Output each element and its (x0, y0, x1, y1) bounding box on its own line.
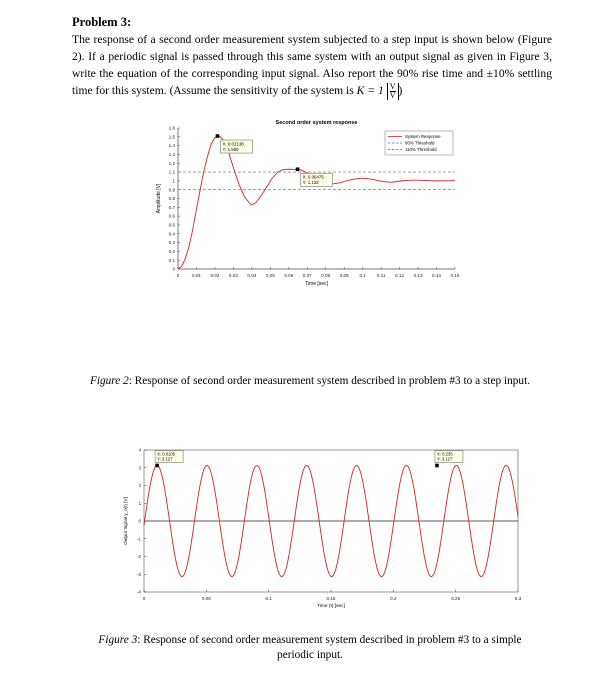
datatip-y: Y: 3.127 (157, 456, 173, 462)
y-tick-label: 0.7 (168, 204, 175, 210)
chart-title: Second order system response (275, 120, 358, 126)
y-tick-label: 1.2 (168, 160, 175, 166)
x-tick-label: 0.14 (432, 273, 442, 278)
y-tick-label: 4 (138, 447, 141, 453)
figure-2-chart (150, 114, 470, 294)
y-tick-label: 0.4 (168, 231, 175, 237)
unit-fraction (387, 83, 399, 100)
datatip-marker (216, 134, 220, 138)
datatip-x: X: 0.02138 (222, 141, 244, 147)
x-tick-label: 0.2 (390, 596, 397, 601)
y-tick-label: 1.5 (168, 134, 175, 140)
legend-entry: 110% Threshold (405, 147, 437, 153)
x-tick-label: 0 (142, 596, 146, 601)
figure-3-text: : Response of second order measurement system described in problem #3 to a simple periodic input. (137, 634, 522, 661)
y-tick-label: -2 (136, 554, 141, 560)
datatip-y: Y: 3.127 (436, 456, 453, 462)
y-axis-label: Amplitude [V] (156, 183, 162, 214)
x-tick-label: 0.06 (284, 273, 294, 278)
problem-text-end: ) (398, 84, 403, 97)
datatip-y: Y: 1.509 (222, 147, 239, 153)
x-tick-label: 0.1 (359, 273, 366, 278)
datatip-x: X: 0.235 (436, 451, 453, 457)
x-tick-label: 0.05 (201, 596, 211, 601)
y-tick-label: 1.1 (168, 169, 175, 175)
x-tick-label: 0 (176, 273, 180, 278)
k-expression: K = 1 (356, 84, 384, 97)
unit-numerator: V (389, 81, 396, 91)
y-tick-label: -3 (136, 571, 141, 577)
x-tick-label: 0.13 (413, 273, 423, 278)
legend-entry: 90% Threshold (405, 140, 435, 146)
y-tick-label: 0.8 (168, 196, 175, 202)
y-tick-label: 1 (172, 178, 175, 184)
y-tick-label: 0.1 (168, 257, 175, 263)
y-tick-label: 1 (138, 500, 141, 506)
y-tick-label: 0.5 (168, 222, 175, 228)
figure-2-text: : Response of second order measurement system described in problem #3 to a step input. (128, 375, 531, 387)
x-tick-label: 0.05 (265, 273, 275, 278)
y-tick-label: 0.3 (168, 240, 175, 246)
x-tick-label: 0.11 (376, 273, 386, 278)
y-tick-label: 0 (172, 266, 175, 272)
y-tick-label: 1.6 (168, 125, 175, 131)
y-tick-label: 2 (138, 483, 141, 489)
x-tick-label: 0.07 (302, 273, 312, 278)
datatip-marker (435, 464, 439, 468)
legend-entry: System Response (405, 134, 441, 140)
x-tick-label: 0.02 (210, 273, 220, 278)
x-tick-label: 0.15 (450, 273, 460, 278)
x-tick-label: 0.12 (395, 273, 405, 278)
y-tick-label: 1.4 (168, 143, 175, 149)
y-tick-label: 0 (138, 518, 141, 524)
x-tick-label: 0.1 (265, 596, 272, 601)
x-tick-label: 0.25 (451, 596, 461, 601)
datatip-marker (155, 464, 159, 468)
problem-text (72, 31, 552, 100)
figure-3-label: Figure 3 (98, 634, 138, 646)
figure-3-caption (80, 633, 540, 663)
x-tick-label: 0.09 (339, 273, 349, 278)
x-tick-label: 0.03 (228, 273, 238, 278)
x-tick-label: 0.15 (326, 596, 336, 601)
datatip-x: X: 0.06475 (302, 174, 324, 180)
y-axis-label: Output Signal y_o(t) [V] (123, 497, 128, 545)
x-tick-label: 0.08 (321, 273, 331, 278)
figure-2-label: Figure 2 (89, 375, 129, 387)
figure-2-caption (60, 375, 560, 387)
y-tick-label: 0.2 (168, 248, 175, 254)
datatip-x: X: 0.0105 (157, 451, 176, 457)
x-tick-label: 0.3 (514, 596, 522, 601)
y-tick-label: 0.6 (168, 213, 175, 219)
datatip-y: Y: 1.132 (302, 180, 319, 186)
y-tick-label: -1 (136, 536, 141, 542)
x-axis-label: Time [sec] (305, 281, 328, 287)
problem-statement (72, 14, 552, 100)
y-tick-label: 1.3 (168, 152, 175, 158)
x-tick-label: 0.04 (247, 273, 257, 278)
unit-denominator: V (389, 90, 396, 100)
problem-title: Problem 3: (72, 15, 132, 29)
x-tick-label: 0.01 (191, 273, 201, 278)
figure-3-chart (118, 440, 528, 622)
datatip-marker (296, 167, 300, 171)
problem-body: The response of a second order measurement system subjected to a step input is shown below (Figure 2). If a periodic signal is passed through this same system with an output signal as given in Figure 3, write the equation of the corresponding input signal. Also report the 90% rise time and ±10% settling time for this system. (Assume the sensitivity of the system is (72, 33, 552, 97)
x-axis-label: Time (t) [sec] (317, 604, 345, 609)
y-tick-label: -4 (136, 589, 141, 595)
y-tick-label: 3 (138, 465, 141, 471)
y-tick-label: 0.9 (168, 187, 175, 193)
